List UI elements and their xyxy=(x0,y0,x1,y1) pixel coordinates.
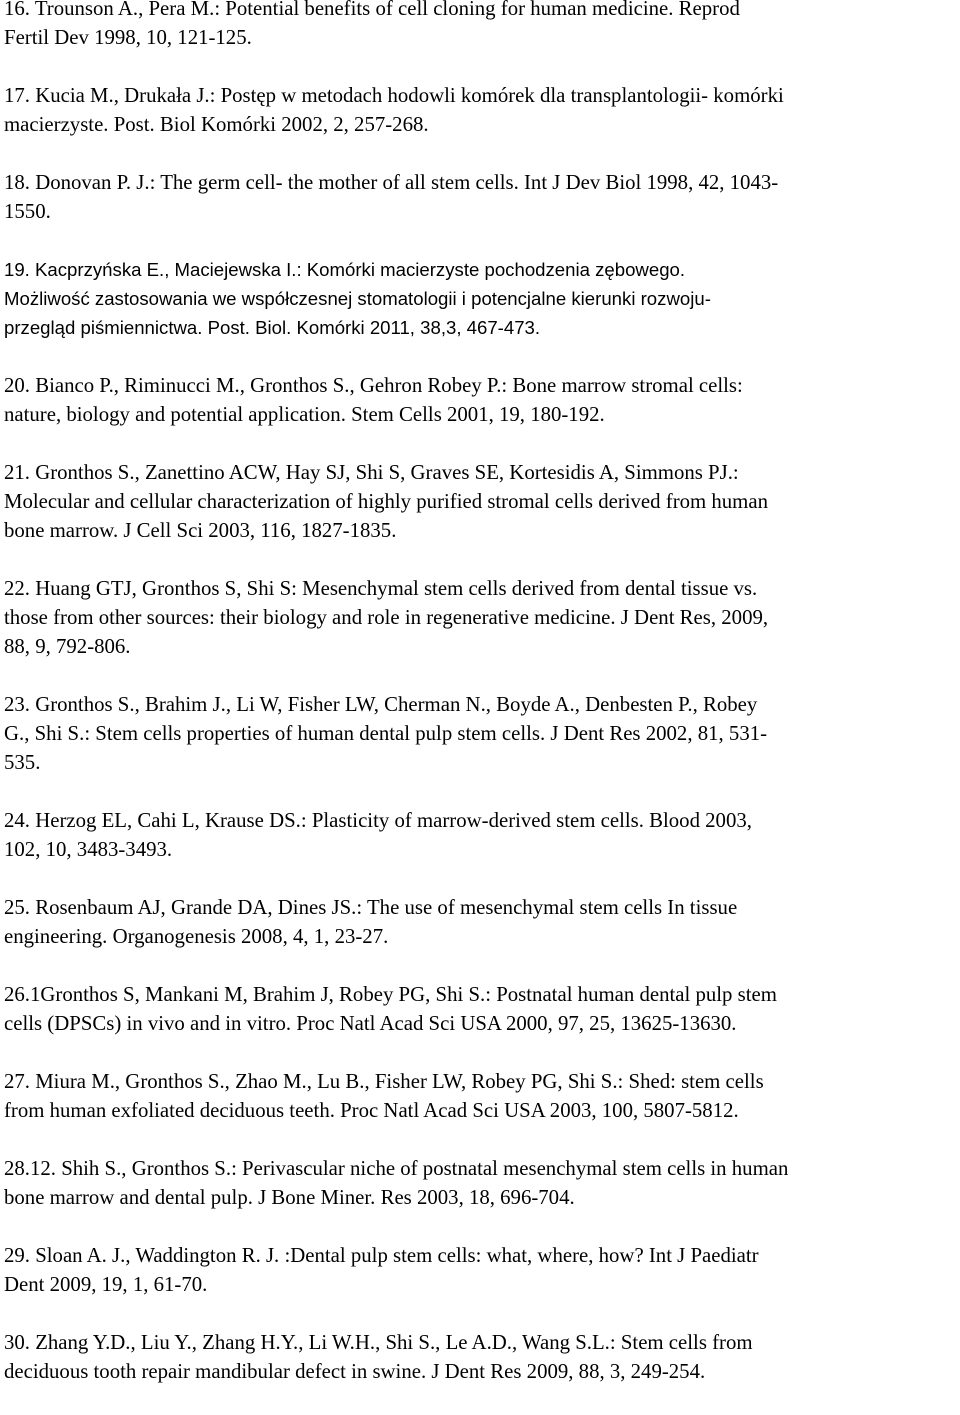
reference-26 xyxy=(4,980,956,1038)
reference-line: 535. xyxy=(4,751,41,774)
reference-line: 17. Kucia M., Drukała J.: Postęp w metodach hodowli komórek dla transplantologii- komórki xyxy=(4,84,784,107)
reference-line: 26.1Gronthos S, Mankani M, Brahim J, Robey PG, Shi S.: Postnatal human dental pulp stem xyxy=(4,983,777,1006)
reference-line: Dent 2009, 19, 1, 61-70. xyxy=(4,1273,208,1296)
reference-line: 102, 10, 3483-3493. xyxy=(4,838,173,861)
reference-line: cells (DPSCs) in vivo and in vitro. Proc Natl Acad Sci USA 2000, 97, 25, 13625-13630. xyxy=(4,1012,737,1035)
reference-line: G., Shi S.: Stem cells properties of human dental pulp stem cells. J Dent Res 2002, 81, 531- xyxy=(4,722,768,745)
reference-line: 88, 9, 792-806. xyxy=(4,635,131,658)
reference-line: 18. Donovan P. J.: The germ cell- the mother of all stem cells. Int J Dev Biol 1998, 42, 1043- xyxy=(4,171,779,194)
reference-line: 25. Rosenbaum AJ, Grande DA, Dines JS.: The use of mesenchymal stem cells In tissue xyxy=(4,896,738,919)
reference-line: 16. Trounson A., Pera M.: Potential benefits of cell cloning for human medicine. Reprod xyxy=(4,0,740,20)
reference-line: 29. Sloan A. J., Waddington R. J. :Dental pulp stem cells: what, where, how? Int J Paediatr xyxy=(4,1244,759,1267)
reference-line: macierzyste. Post. Biol Komórki 2002, 2, 257-268. xyxy=(4,113,429,136)
reference-line: Molecular and cellular characterization of highly purified stromal cells derived from human xyxy=(4,490,768,513)
reference-line: 24. Herzog EL, Cahi L, Krause DS.: Plasticity of marrow-derived stem cells. Blood 2003, xyxy=(4,809,752,832)
reference-line: deciduous tooth repair mandibular defect in swine. J Dent Res 2009, 88, 3, 249-254. xyxy=(4,1360,706,1383)
reference-28 xyxy=(4,1154,956,1212)
reference-22 xyxy=(4,574,956,661)
reference-line: 19. Kacprzyńska E., Maciejewska I.: Komórki macierzyste pochodzenia zębowego. xyxy=(4,259,686,280)
reference-line: engineering. Organogenesis 2008, 4, 1, 23-27. xyxy=(4,925,389,948)
reference-line: nature, biology and potential application. Stem Cells 2001, 19, 180-192. xyxy=(4,403,605,426)
reference-21 xyxy=(4,458,956,545)
reference-list xyxy=(4,0,956,1415)
reference-line: those from other sources: their biology and role in regenerative medicine. J Dent Res, 2009, xyxy=(4,606,769,629)
reference-16 xyxy=(4,0,956,52)
reference-line: 27. Miura M., Gronthos S., Zhao M., Lu B., Fisher LW, Robey PG, Shi S.: Shed: stem cells xyxy=(4,1070,764,1093)
reference-30 xyxy=(4,1328,956,1386)
reference-line: bone marrow. J Cell Sci 2003, 116, 1827-1835. xyxy=(4,519,397,542)
reference-20 xyxy=(4,371,956,429)
reference-line: bone marrow and dental pulp. J Bone Miner. Res 2003, 18, 696-704. xyxy=(4,1186,575,1209)
reference-24 xyxy=(4,806,956,864)
reference-line: 1550. xyxy=(4,200,51,223)
reference-line: 28.12. Shih S., Gronthos S.: Perivascular niche of postnatal mesenchymal stem cells in human xyxy=(4,1157,789,1180)
reference-line: Możliwość zastosowania we współczesnej stomatologii i potencjalne kierunki rozwoju- xyxy=(4,288,711,309)
reference-line: 21. Gronthos S., Zanettino ACW, Hay SJ, Shi S, Graves SE, Kortesidis A, Simmons PJ.: xyxy=(4,461,739,484)
reference-line: Fertil Dev 1998, 10, 121-125. xyxy=(4,26,252,49)
reference-line: przegląd piśmiennictwa. Post. Biol. Komórki 2011, 38,3, 467-473. xyxy=(4,317,541,338)
reference-line: 22. Huang GTJ, Gronthos S, Shi S: Mesenchymal stem cells derived from dental tissue vs. xyxy=(4,577,758,600)
reference-line: 30. Zhang Y.D., Liu Y., Zhang H.Y., Li W.H., Shi S., Le A.D., Wang S.L.: Stem cells from xyxy=(4,1331,753,1354)
reference-29 xyxy=(4,1241,956,1299)
reference-line: from human exfoliated deciduous teeth. Proc Natl Acad Sci USA 2003, 100, 5807-5812. xyxy=(4,1099,739,1122)
reference-27 xyxy=(4,1067,956,1125)
reference-18 xyxy=(4,168,956,226)
reference-23 xyxy=(4,690,956,777)
reference-25 xyxy=(4,893,956,951)
reference-17 xyxy=(4,81,956,139)
reference-19 xyxy=(4,255,956,342)
reference-line: 20. Bianco P., Riminucci M., Gronthos S., Gehron Robey P.: Bone marrow stromal cells: xyxy=(4,374,743,397)
reference-line: 23. Gronthos S., Brahim J., Li W, Fisher LW, Cherman N., Boyde A., Denbesten P., Robey xyxy=(4,693,758,716)
